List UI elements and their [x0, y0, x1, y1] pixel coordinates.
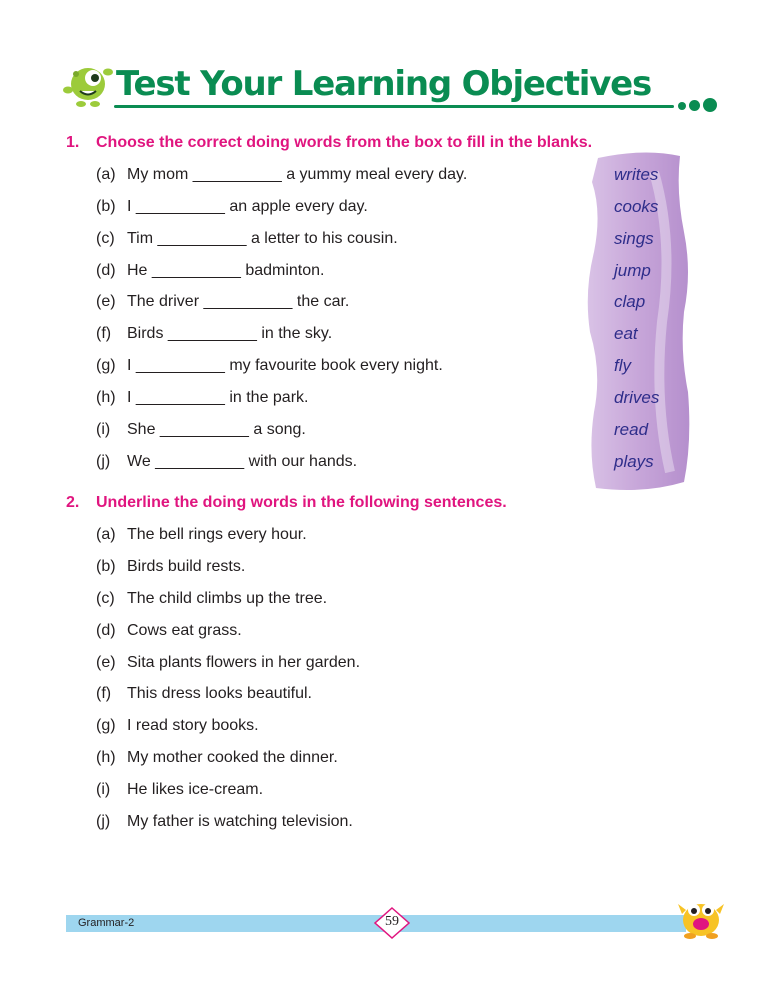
- q2-item-f: [96, 685, 312, 703]
- q2-item-g: [96, 717, 259, 735]
- q1-item-g: [96, 357, 443, 375]
- q1-item-a: [96, 166, 467, 184]
- item-label: (j): [96, 453, 111, 470]
- item-label: (i): [96, 781, 111, 798]
- q1-item-c: [96, 230, 398, 248]
- title-dot-large: [703, 98, 717, 112]
- item-label: (f): [96, 325, 112, 342]
- word-box-item: jump: [614, 261, 651, 280]
- word-box-item: read: [614, 420, 649, 439]
- item-text: The child climbs up the tree.: [127, 590, 328, 607]
- question-1-heading: [66, 134, 592, 152]
- item-text: Birds __________ in the sky.: [127, 325, 333, 342]
- word-box-item: clap: [614, 292, 646, 311]
- item-text: Sita plants flowers in her garden.: [127, 654, 361, 671]
- item-text: I __________ in the park.: [127, 389, 309, 406]
- item-text: I __________ an apple every day.: [127, 198, 368, 215]
- question-1-instruction: Choose the correct doing words from the box to fill in the blanks.: [96, 134, 593, 151]
- item-label: (g): [96, 357, 116, 374]
- item-label: (e): [96, 293, 116, 310]
- word-box-item: cooks: [614, 197, 659, 216]
- q1-item-e: [96, 293, 349, 311]
- item-label: (i): [96, 421, 111, 438]
- q2-item-d: [96, 622, 242, 640]
- item-label: (f): [96, 685, 112, 702]
- item-text: The driver __________ the car.: [127, 293, 350, 310]
- item-label: (e): [96, 654, 116, 671]
- word-box-item: fly: [614, 356, 631, 375]
- item-text: This dress looks beautiful.: [127, 685, 312, 702]
- word-box-item: sings: [614, 229, 654, 248]
- title-underline: [114, 105, 674, 108]
- q1-item-f: [96, 325, 332, 343]
- q1-item-h: [96, 389, 308, 407]
- q1-item-b: [96, 198, 368, 216]
- q1-item-i: [96, 421, 306, 439]
- page-title: Test Your Learning Objectives: [116, 64, 652, 104]
- item-label: (g): [96, 717, 116, 734]
- item-text: I read story books.: [127, 717, 259, 734]
- footer-book-title: Grammar-2: [78, 917, 135, 929]
- item-label: (h): [96, 749, 116, 766]
- item-label: (j): [96, 813, 111, 830]
- word-box-item: writes: [614, 165, 659, 184]
- item-text: Cows eat grass.: [127, 622, 242, 639]
- item-text: Birds build rests.: [127, 558, 246, 575]
- word-box-item: plays: [614, 452, 654, 471]
- item-text: We __________ with our hands.: [127, 453, 358, 470]
- item-label: (d): [96, 262, 116, 279]
- item-label: (b): [96, 198, 116, 215]
- yellow-monster-icon: [676, 896, 726, 940]
- item-label: (a): [96, 526, 116, 543]
- question-1-number: 1.: [66, 134, 80, 151]
- word-box-item: drives: [614, 388, 660, 407]
- question-2-number: 2.: [66, 494, 80, 511]
- item-text: Tim __________ a letter to his cousin.: [127, 230, 398, 247]
- q2-item-i: [96, 781, 263, 799]
- q2-item-b: [96, 558, 245, 576]
- title-dot-small: [678, 102, 686, 110]
- page-number: 59: [385, 914, 399, 929]
- item-label: (b): [96, 558, 116, 575]
- q2-item-c: [96, 590, 327, 608]
- question-2-instruction: Underline the doing words in the following sentences.: [96, 494, 507, 511]
- item-text: The bell rings every hour.: [127, 526, 307, 543]
- item-text: She __________ a song.: [127, 421, 306, 438]
- q1-item-d: [96, 262, 325, 280]
- page-header: [62, 58, 722, 118]
- item-label: (c): [96, 590, 115, 607]
- item-label: (d): [96, 622, 116, 639]
- item-label: (c): [96, 230, 115, 247]
- item-text: My father is watching television.: [127, 813, 353, 830]
- q2-item-e: [96, 654, 360, 672]
- item-text: He __________ badminton.: [127, 262, 325, 279]
- item-label: (a): [96, 166, 116, 183]
- green-monster-mascot-icon: [62, 60, 114, 110]
- q2-item-h: [96, 749, 338, 767]
- item-label: (h): [96, 389, 116, 406]
- item-text: My mom __________ a yummy meal every day.: [127, 166, 468, 183]
- q2-item-a: [96, 526, 307, 544]
- item-text: My mother cooked the dinner.: [127, 749, 338, 766]
- question-2-heading: [66, 494, 507, 512]
- q2-item-j: [96, 813, 353, 831]
- item-text: I __________ my favourite book every night.: [127, 357, 443, 374]
- word-box-item: eat: [614, 324, 638, 343]
- item-text: He likes ice-cream.: [127, 781, 264, 798]
- title-dot-medium: [689, 100, 700, 111]
- q1-item-j: [96, 453, 357, 471]
